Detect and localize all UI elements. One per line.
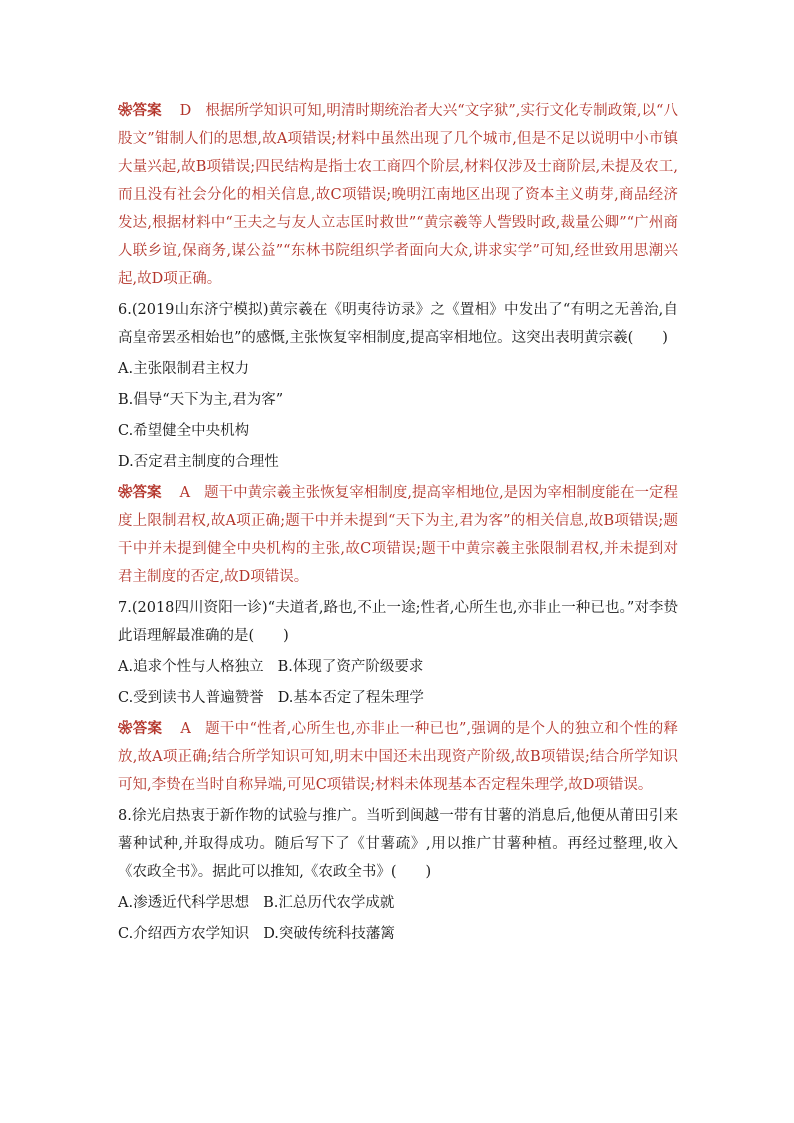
document-page	[118, 97, 678, 951]
question-7-options-row-2	[118, 684, 678, 712]
question-7-option-a: A.追求个性与人格独立	[118, 659, 264, 675]
question-7-options-row-1	[118, 653, 678, 681]
answer-marker: ❀答案	[118, 720, 163, 737]
question-8-option-b: B.汇总历代农学成就	[263, 895, 395, 911]
answer-5	[118, 97, 678, 293]
question-6-option-c: C.希望健全中央机构	[118, 423, 250, 439]
question-7-option-c: C.受到读书人普遍赞誉	[118, 690, 264, 706]
question-8-option-c: C.介绍西方农学知识	[118, 926, 250, 942]
answer-key: A	[179, 485, 191, 501]
question-8-option-a: A.渗透近代科学思想	[118, 895, 250, 911]
answer-key: D	[179, 103, 192, 119]
answer-marker: ❀答案	[118, 102, 162, 119]
question-7-stem: 7.(2018四川资阳一诊)“夫道者,路也,不止一途;性者,心所生也,亦非止一种已也。”对李贽此语理解最准确的是( )	[118, 600, 678, 644]
answer-key: A	[180, 721, 191, 737]
question-7-option-d: D.基本否定了程朱理学	[277, 690, 424, 706]
answer-explanation: 题干中“性者,心所生也,亦非止一种已也”,强调的是个人的独立和个性的释放,故A项正确;结合所学知识可知,明末中国还未出现资产阶级,故B项错误;结合所学知识可知,李贽在当时自称异端,可见C项错误;材料未体现基本否定程朱理学,故D项错误。	[118, 721, 678, 793]
question-6-stem: 6.(2019山东济宁模拟)黄宗羲在《明夷待访录》之《置相》中发出了“有明之无善治,自高皇帝罢丞相始也”的感慨,主张恢复宰相制度,提高宰相地位。这突出表明黄宗羲( )	[118, 302, 678, 346]
question-6-option-b: B.倡导“天下为主,君为客”	[118, 392, 284, 408]
answer-explanation: 题干中黄宗羲主张恢复宰相制度,提高宰相地位,是因为宰相制度能在一定程度上限制君权,故A项正确;题干中并未提到“天下为主,君为客”的相关信息,故B项错误;题干中并未提到健全中央机构的主张,故C项错误;题干中黄宗羲主张限制君权,并未提到对君主制度的否定,故D项错误。	[118, 485, 679, 585]
answer-marker: ❀答案	[118, 484, 162, 501]
question-6-option-a: A.主张限制君主权力	[118, 361, 250, 377]
question-7-option-b: B.体现了资产阶级要求	[277, 659, 424, 675]
question-8-options-row-1	[118, 889, 678, 917]
question-8-options-row-2	[118, 920, 678, 948]
answer-explanation: 根据所学知识可知,明清时期统治者大兴“文字狱”,实行文化专制政策,以“八股文”钳制人们的思想,故A项错误;材料中虽然出现了几个城市,但是不足以说明中小市镇大量兴起,故B项错误;四民结构是指士农工商四个阶层,材料仅涉及士商阶层,未提及农工,而且没有社会分化的相关信息,故C项错误;晚明江南地区出现了资本主义萌芽,商品经济发达,根据材料中“王夫之与友人立志匡时救世”“黄宗羲等人訾毁时政,裁量公卿”“广州商人联乡谊,保商务,谋公益”“东林书院组织学者面向大众,讲求实学”可知,经世致用思潮兴起,故D项正确。	[118, 103, 678, 287]
question-8-stem: 8.徐光启热衷于新作物的试验与推广。当听到闽越一带有甘薯的消息后,他便从莆田引来薯种试种,并取得成功。随后写下了《甘薯疏》,用以推广甘薯种植。再经过整理,收入《农政全书》。据此可以推知,《农政全书》( )	[118, 808, 678, 880]
question-8-option-d: D.突破传统科技藩篱	[263, 926, 395, 942]
answer-6	[118, 479, 678, 591]
answer-7	[118, 715, 678, 799]
question-6-option-d: D.否定君主制度的合理性	[118, 454, 279, 470]
